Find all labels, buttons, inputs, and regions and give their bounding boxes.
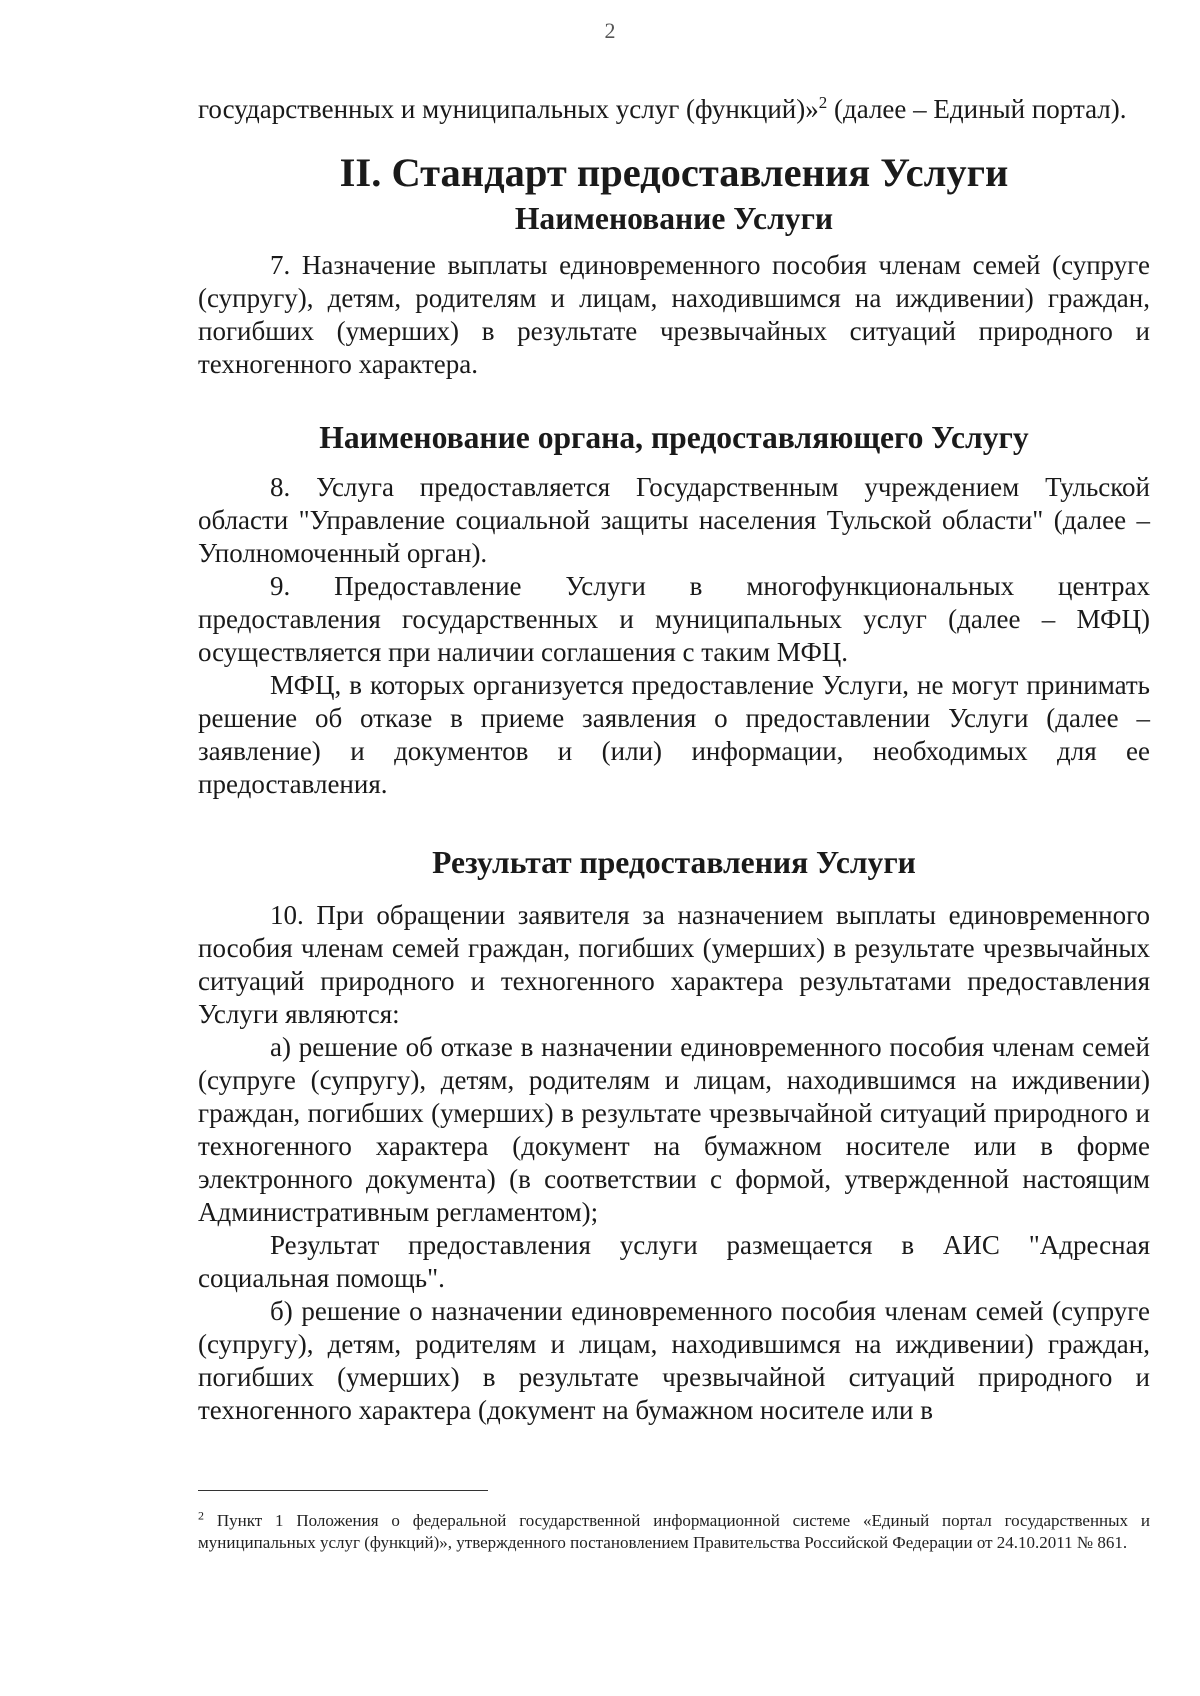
intro-paragraph [198,93,1150,126]
document-body [198,93,1150,1427]
paragraph-10-b: б) решение о назначении единовременного пособия членам семей (супруге (супругу), детям, родителям и лицам, находившимся на иждивении) граждан, погибших (умерших) в результате чрезвычайной ситуаций природного и техногенного характера (документ на бумажном носителе или в [198,1296,1150,1425]
paragraph-9: 9. Предоставление Услуги в многофункциональных центрах предоставления государственных и муниципальных услуг (далее – МФЦ) осуществляется при наличии соглашения с таким МФЦ. [198,571,1150,667]
footnote-divider [198,1490,488,1491]
section-title: II. Стандарт предоставления Услуги [339,150,1009,195]
heading-organ: Наименование органа, предоставляющего Услугу [319,420,1029,455]
footnote-reference: 2 [818,93,828,112]
paragraph-10-ais: Результат предоставления услуги размещается в АИС "Адресная социальная помощь". [198,1230,1150,1293]
page-number: 2 [604,18,616,43]
paragraph-9-mfc: МФЦ, в которых организуется предоставление Услуги, не могут принимать решение об отказе в приеме заявления о предоставлении Услуги (далее – заявление) и документов и (или) информации, необходимых для ее предоставления. [198,670,1150,799]
paragraph-8: 8. Услуга предоставляется Государственным учреждением Тульской области "Управление социальной защиты населения Тульской области" (далее – Уполномоченный орган). [198,472,1150,568]
intro-text: государственных и муниципальных услуг (функций)» [198,94,819,124]
paragraph-10: 10. При обращении заявителя за назначением выплаты единовременного пособия членам семей граждан, погибших (умерших) в результате чрезвычайных ситуаций природного и техногенного характера результатами предоставления Услуги являются: [198,900,1150,1029]
footnote-text: Пункт 1 Положения о федеральной государственной информационной системе «Единый портал государственных и муниципальных услуг (функций)», утвержденного постановлением Правительства Российской Федерации от 24.10.2011 № 861. [198,1511,1150,1552]
footnote [198,1510,1150,1554]
intro-tail: (далее – Единый портал). [827,94,1127,124]
heading-result: Результат предоставления Услуги [432,845,916,880]
heading-service-name: Наименование Услуги [514,201,834,236]
paragraph-7: 7. Назначение выплаты единовременного пособия членам семей (супруге (супругу), детям, родителям и лицам, находившимся на иждивении) граждан, погибших (умерших) в результате чрезвычайных ситуаций природного и техногенного характера. [198,250,1150,379]
paragraph-10-a: а) решение об отказе в назначении единовременного пособия членам семей (супруге (супругу), детям, родителям и лицам, находившимся на иждивении) граждан, погибших (умерших) в результате чрезвычайной ситуаций природного и техногенного характера (документ на бумажном носителе или в форме электронного документа) (в соответствии с формой, утвержденной настоящим Административным регламентом); [198,1032,1150,1227]
footnote-marker: 2 [198,1508,204,1523]
